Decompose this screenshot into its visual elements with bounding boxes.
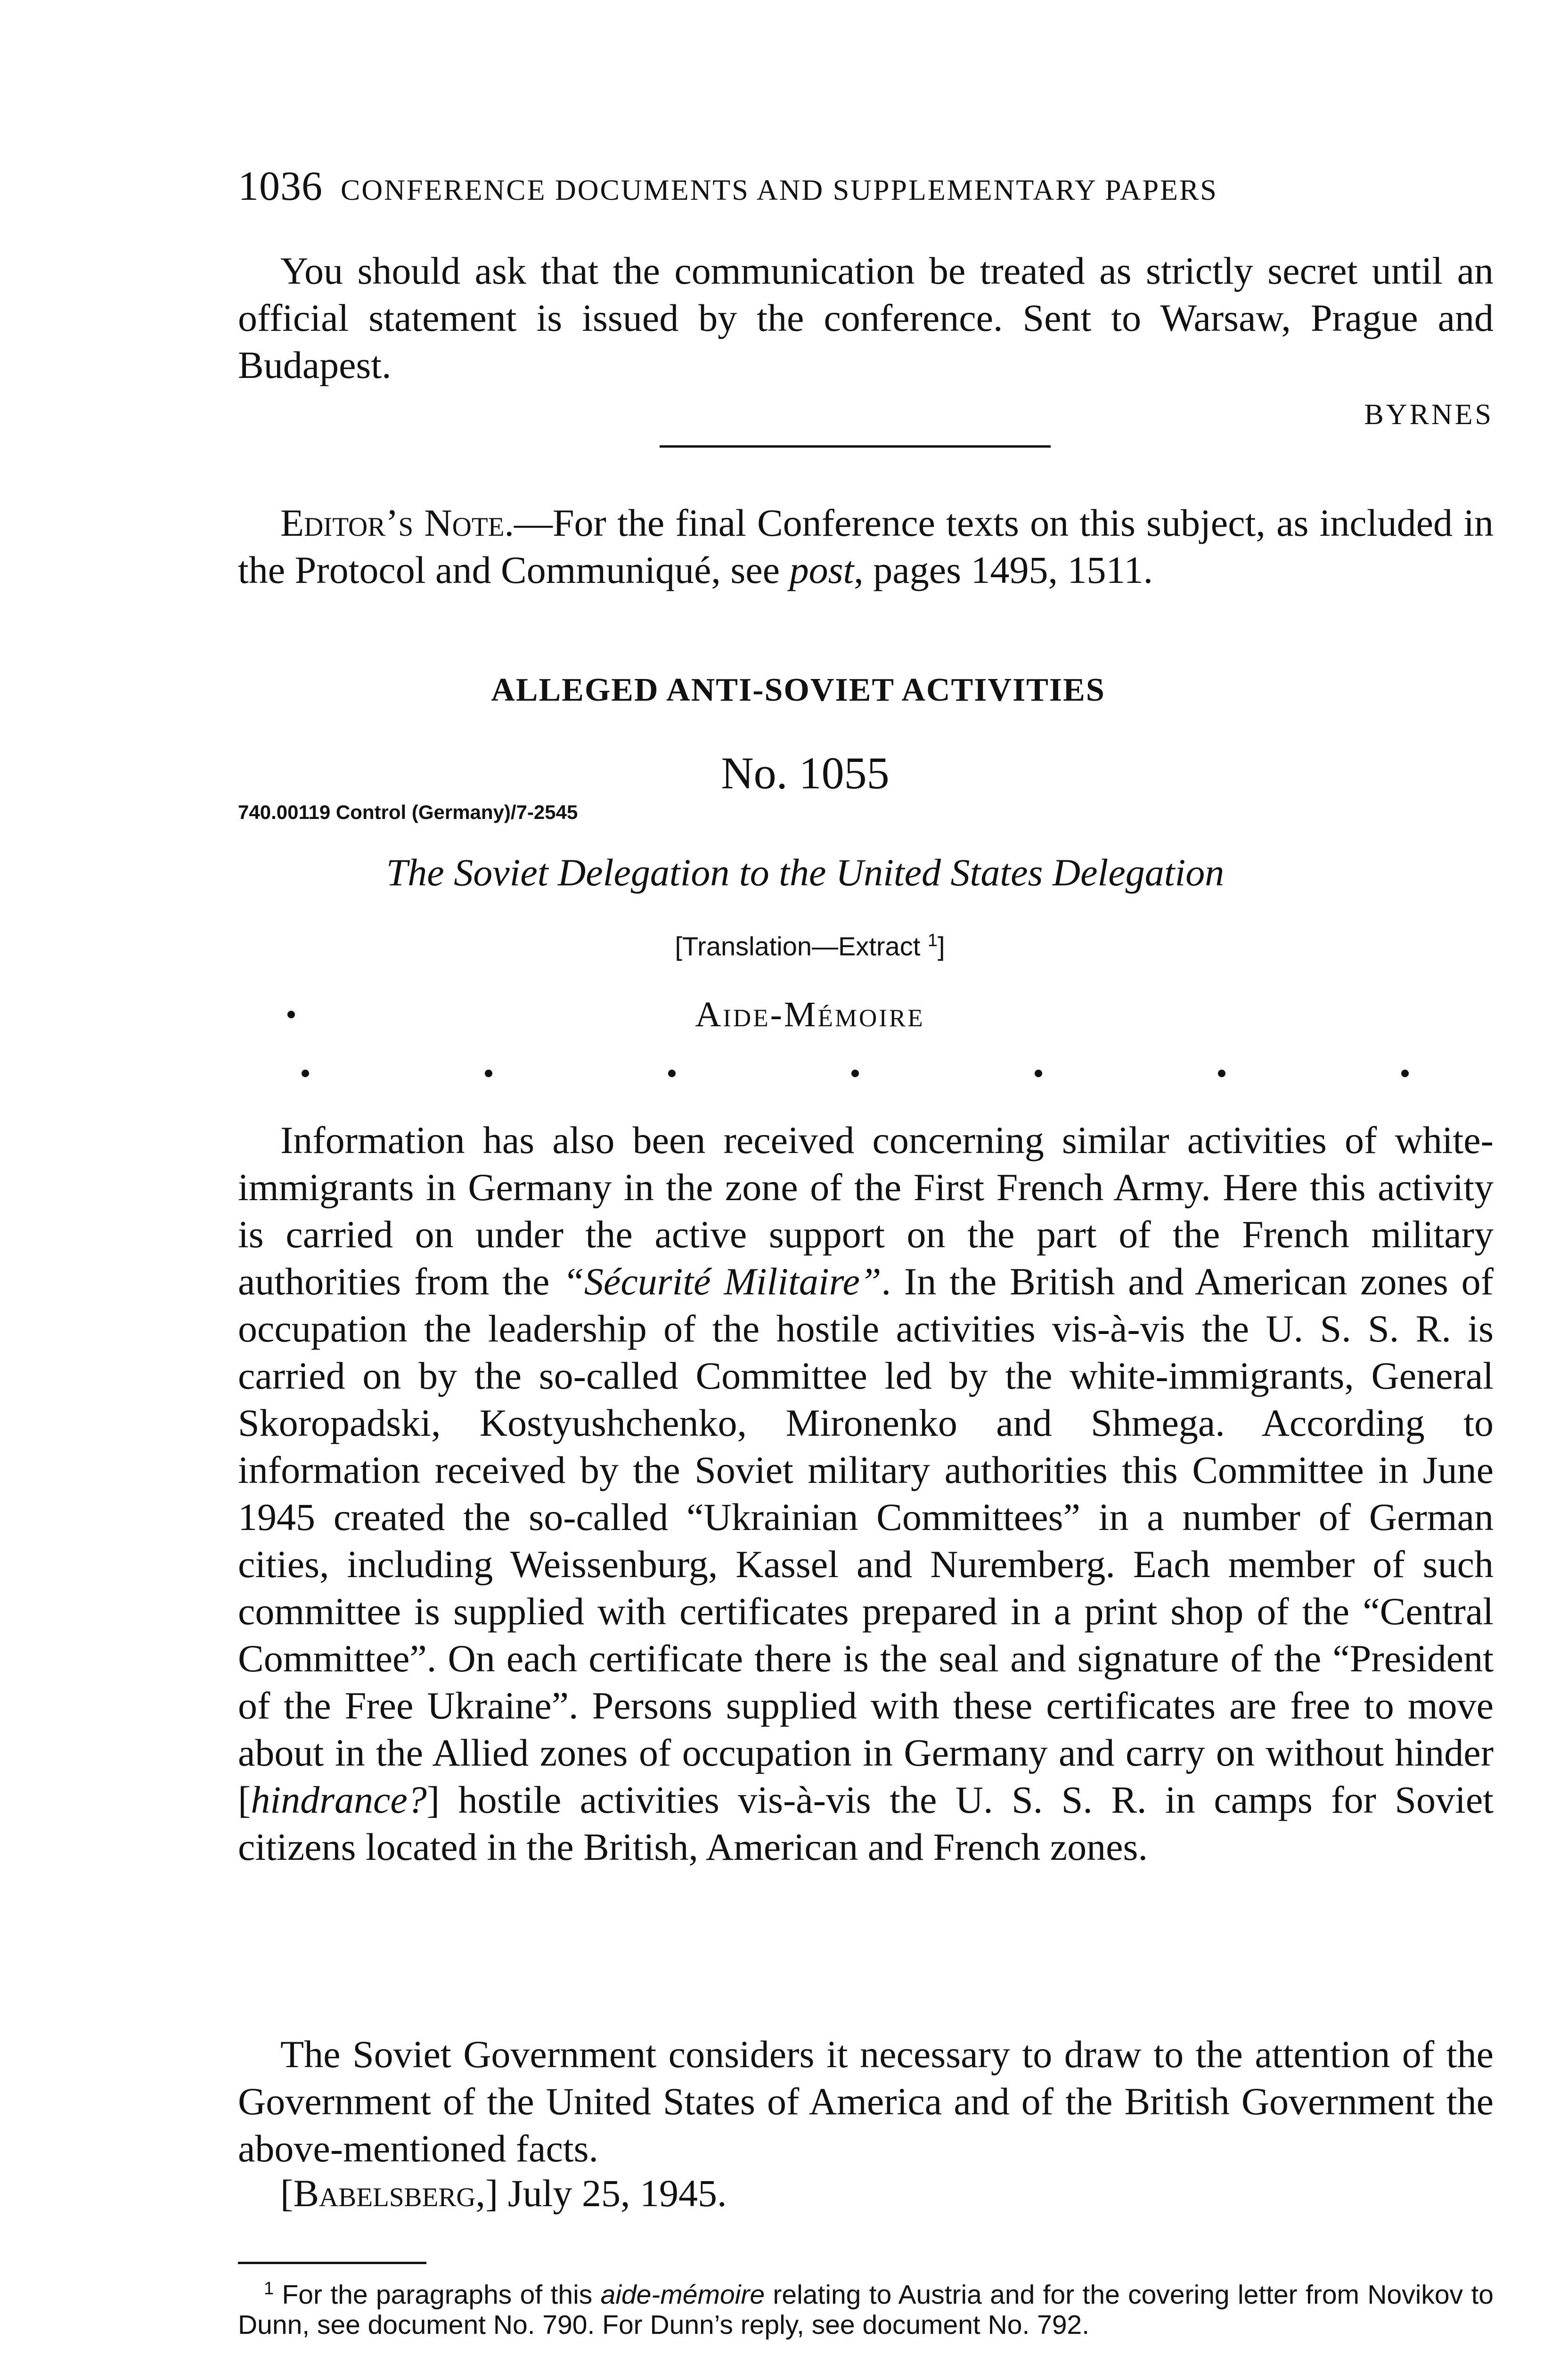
place-open-bracket: [ bbox=[280, 2172, 294, 2215]
main-paragraph bbox=[238, 1117, 1494, 1871]
ellipsis-dot bbox=[668, 1070, 676, 1077]
footnote bbox=[238, 2274, 1494, 2340]
footnote-italic: aide-mémoire bbox=[600, 2280, 765, 2310]
section-divider bbox=[660, 445, 1051, 448]
editors-note-italic: post bbox=[789, 548, 854, 591]
ellipsis-dot bbox=[302, 1070, 309, 1077]
editors-note bbox=[238, 499, 1494, 594]
page-number: 1036 bbox=[238, 164, 323, 209]
footnote-divider bbox=[238, 2262, 426, 2264]
document-number: No. 1055 bbox=[721, 748, 890, 798]
editors-note-label: Editor’s Note bbox=[280, 501, 505, 544]
ellipsis-dot bbox=[485, 1070, 492, 1077]
place-date-line bbox=[238, 2170, 1494, 2217]
main-paragraph-italic-2: hindrance? bbox=[251, 1778, 427, 1821]
translation-note-text: [Translation—Extract bbox=[675, 931, 928, 961]
ellipsis-dot bbox=[1401, 1070, 1409, 1077]
main-paragraph-part-3: ] hostile activities vis-à-vis the U. S. S. R. in camps for Soviet citizens located in the British, American and French zones. bbox=[238, 1778, 1494, 1868]
document-heading: The Soviet Delegation to the United States Delegation bbox=[386, 851, 1225, 894]
signature-byrnes: BYRNES bbox=[1364, 399, 1494, 431]
translation-note-close: ] bbox=[937, 931, 945, 961]
ellipsis-dot bbox=[851, 1070, 859, 1077]
ellipsis-dot bbox=[1218, 1070, 1225, 1077]
footnote-reference[interactable]: 1 bbox=[927, 931, 938, 950]
main-paragraph-part-2: . In the British and American zones of occupation the leadership of the hostile activities vis-à-vis the U. S. S. R. is carried on by the so-called Committee led by the white-immigrants, General Skoropadski, Kostyushchenko, Mironenko and Shmega. According to information received by the Soviet military authorities this Committee in June 1945 created the so-called “Ukrainian Committees” in a number of German cities, including Weissenburg, Kassel and Nuremberg. Each member of such committee is supplied with certificates prepared in a print shop of the “Central Committee”. On each certificate there is the seal and signature of the “President of the Free Ukraine”. Persons supplied with these certificates are free to move about in the Allied zones of occupation in Germany and carry on without hinder [ bbox=[238, 1260, 1494, 1821]
editors-note-text-before: .—For the final Conference texts on this subject, as included in the Protocol and Communiqué, see bbox=[238, 501, 1494, 591]
place-name: Babelsberg bbox=[293, 2172, 476, 2215]
running-title: CONFERENCE DOCUMENTS AND SUPPLEMENTARY PAPERS bbox=[341, 174, 1218, 206]
main-paragraph-part-1: Information has also been received concerning similar activities of white-immigrants in Germany in the zone of the First French Army. Here this activity is carried on under the active support on the part of the French military authorities from the bbox=[238, 1119, 1494, 1303]
editors-note-text-after: , pages 1495, 1511. bbox=[854, 548, 1153, 591]
footnote-part-1: For the paragraphs of this bbox=[274, 2280, 601, 2310]
translation-note bbox=[0, 931, 1568, 962]
footnote-mark: 1 bbox=[264, 2279, 274, 2299]
ellipsis-dot bbox=[1035, 1070, 1042, 1077]
page-header bbox=[238, 163, 1494, 210]
paragraph-communication: You should ask that the communication be treated as strictly secret until an official statement is issued by the conference. Sent to Warsaw, Prague and Budapest. bbox=[238, 249, 1494, 386]
main-paragraph-italic-1: “Sécurité Militaire” bbox=[563, 1260, 882, 1303]
aide-memoire-title: Aide-Mémoire bbox=[695, 995, 925, 1034]
document-date: July 25, 1945. bbox=[507, 2172, 727, 2215]
section-title: ALLEGED ANTI-SOVIET ACTIVITIES bbox=[491, 672, 1105, 708]
closing-paragraph: The Soviet Government considers it necessary to draw to the attention of the Government of the United States of America and of the British Government the above-mentioned facts. bbox=[238, 2033, 1494, 2170]
footnote-part-2: relating to Austria and for the covering letter from Novikov to Dunn, see document No. 790. For Dunn’s reply, see document No. 792. bbox=[238, 2280, 1494, 2340]
omission-ellipsis bbox=[302, 1070, 1409, 1084]
place-separator: ,] bbox=[475, 2172, 508, 2215]
file-reference: 740.00119 Control (Germany)/7-2545 bbox=[238, 801, 578, 823]
